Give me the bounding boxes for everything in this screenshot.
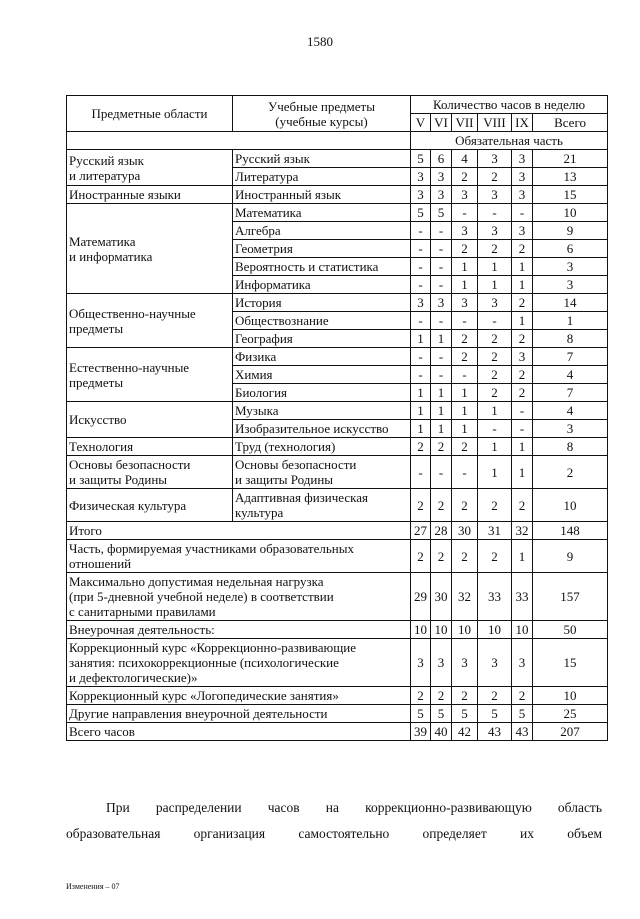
summary-row bbox=[67, 573, 608, 621]
summary-label bbox=[67, 573, 411, 621]
subject-name-line: и защиты Родины bbox=[235, 472, 334, 487]
subject-area: Иностранные языки bbox=[67, 186, 233, 204]
hours-value: 3 bbox=[452, 186, 478, 204]
hours-value: 1 bbox=[512, 438, 533, 456]
summary-label: Другие направления внеурочной деятельности bbox=[67, 705, 411, 723]
hours-value: - bbox=[512, 204, 533, 222]
subject-name: Иностранный язык bbox=[233, 186, 411, 204]
header-hours: Количество часов в неделю bbox=[411, 96, 608, 114]
header-grade: V bbox=[411, 114, 431, 132]
hours-value: - bbox=[452, 366, 478, 384]
hours-value: 2 bbox=[411, 489, 431, 522]
subject-area-line: Основы безопасности bbox=[69, 457, 191, 472]
hours-value: 2 bbox=[411, 438, 431, 456]
section-empty bbox=[67, 132, 411, 150]
summary-label: Внеурочная деятельность: bbox=[67, 621, 411, 639]
hours-total: 207 bbox=[533, 723, 608, 741]
subject-name: Химия bbox=[233, 366, 411, 384]
hours-value: - bbox=[431, 222, 452, 240]
table-row bbox=[67, 150, 608, 168]
hours-value: 10 bbox=[478, 621, 512, 639]
subject-name: Литература bbox=[233, 168, 411, 186]
hours-value: 3 bbox=[431, 186, 452, 204]
hours-total: 3 bbox=[533, 420, 608, 438]
hours-value: 3 bbox=[411, 168, 431, 186]
hours-value: 30 bbox=[431, 573, 452, 621]
summary-label-line: занятия: психокоррекционные (психологические bbox=[69, 655, 339, 670]
summary-row bbox=[67, 705, 608, 723]
hours-value: 1 bbox=[452, 276, 478, 294]
subject-area bbox=[67, 294, 233, 348]
table-row bbox=[67, 489, 608, 522]
hours-value: 1 bbox=[512, 456, 533, 489]
header-subject-line: (учебные курсы) bbox=[275, 113, 368, 129]
hours-value: 1 bbox=[431, 330, 452, 348]
hours-value: 1 bbox=[411, 420, 431, 438]
hours-value: 2 bbox=[452, 540, 478, 573]
hours-value: 2 bbox=[431, 438, 452, 456]
hours-value: - bbox=[478, 420, 512, 438]
table-row bbox=[67, 438, 608, 456]
hours-total: 3 bbox=[533, 258, 608, 276]
hours-value: 3 bbox=[512, 150, 533, 168]
header-subject bbox=[233, 96, 411, 132]
hours-value: 1 bbox=[512, 312, 533, 330]
hours-value: 3 bbox=[478, 222, 512, 240]
hours-value: 2 bbox=[512, 240, 533, 258]
hours-value: 1 bbox=[452, 258, 478, 276]
hours-value: 42 bbox=[452, 723, 478, 741]
table-row bbox=[67, 348, 608, 366]
hours-total: 4 bbox=[533, 402, 608, 420]
hours-value: - bbox=[512, 402, 533, 420]
summary-row bbox=[67, 687, 608, 705]
header-area: Предметные области bbox=[67, 96, 233, 132]
subject-area-line: и литература bbox=[69, 167, 141, 183]
hours-value: 2 bbox=[478, 489, 512, 522]
subject-area: Искусство bbox=[67, 402, 233, 438]
header-row bbox=[67, 96, 608, 114]
hours-value: 32 bbox=[512, 522, 533, 540]
hours-value: 30 bbox=[452, 522, 478, 540]
subject-area bbox=[67, 456, 233, 489]
hours-value: 5 bbox=[478, 705, 512, 723]
hours-value: 2 bbox=[478, 168, 512, 186]
hours-value: 1 bbox=[478, 276, 512, 294]
hours-total: 10 bbox=[533, 687, 608, 705]
hours-value: 1 bbox=[478, 438, 512, 456]
subject-area-line: и защиты Родины bbox=[69, 472, 168, 487]
hours-total: 1 bbox=[533, 312, 608, 330]
hours-value: 3 bbox=[431, 168, 452, 186]
hours-value: 3 bbox=[478, 639, 512, 687]
hours-value: 1 bbox=[452, 402, 478, 420]
hours-value: 2 bbox=[452, 168, 478, 186]
hours-total: 148 bbox=[533, 522, 608, 540]
hours-value: 2 bbox=[512, 489, 533, 522]
hours-value: 5 bbox=[431, 705, 452, 723]
hours-value: 2 bbox=[452, 489, 478, 522]
table-row bbox=[67, 294, 608, 312]
subject-name: Вероятность и статистика bbox=[233, 258, 411, 276]
subject-name-line: культура bbox=[235, 505, 284, 520]
hours-value: - bbox=[411, 222, 431, 240]
hours-total: 6 bbox=[533, 240, 608, 258]
hours-total: 9 bbox=[533, 222, 608, 240]
hours-value: 5 bbox=[411, 705, 431, 723]
hours-value: 3 bbox=[452, 294, 478, 312]
summary-label-line: Максимально допустимая недельная нагрузка bbox=[69, 574, 324, 589]
subject-name: Биология bbox=[233, 384, 411, 402]
header-grade: VIII bbox=[478, 114, 512, 132]
hours-value: 5 bbox=[512, 705, 533, 723]
hours-value: - bbox=[431, 366, 452, 384]
summary-label: Итого bbox=[67, 522, 411, 540]
subject-name: Алгебра bbox=[233, 222, 411, 240]
subject-name: Математика bbox=[233, 204, 411, 222]
subject-name: Физика bbox=[233, 348, 411, 366]
hours-value: - bbox=[431, 276, 452, 294]
hours-value: 29 bbox=[411, 573, 431, 621]
hours-value: - bbox=[411, 456, 431, 489]
summary-label: Всего часов bbox=[67, 723, 411, 741]
hours-value: - bbox=[431, 312, 452, 330]
hours-value: 2 bbox=[411, 540, 431, 573]
subject-name: География bbox=[233, 330, 411, 348]
subject-name bbox=[233, 456, 411, 489]
hours-value: 1 bbox=[478, 402, 512, 420]
hours-value: 1 bbox=[452, 384, 478, 402]
hours-value: - bbox=[411, 276, 431, 294]
hours-value: 3 bbox=[431, 639, 452, 687]
hours-value: 10 bbox=[512, 621, 533, 639]
hours-value: 3 bbox=[512, 348, 533, 366]
hours-value: 2 bbox=[478, 687, 512, 705]
hours-value: 2 bbox=[411, 687, 431, 705]
table-row bbox=[67, 402, 608, 420]
hours-value: 2 bbox=[478, 384, 512, 402]
hours-value: 1 bbox=[411, 330, 431, 348]
hours-total: 13 bbox=[533, 168, 608, 186]
section-row bbox=[67, 132, 608, 150]
table-row bbox=[67, 204, 608, 222]
summary-label bbox=[67, 540, 411, 573]
hours-value: - bbox=[452, 204, 478, 222]
hours-value: 10 bbox=[431, 621, 452, 639]
header-subject-line: Учебные предметы bbox=[268, 98, 375, 114]
hours-value: - bbox=[478, 204, 512, 222]
hours-value: - bbox=[478, 312, 512, 330]
hours-value: 1 bbox=[431, 384, 452, 402]
hours-value: 2 bbox=[452, 330, 478, 348]
summary-row bbox=[67, 621, 608, 639]
paragraph-line-1: При распределении часов на коррекционно-развивающую область bbox=[106, 800, 602, 815]
hours-value: 3 bbox=[512, 168, 533, 186]
hours-total: 21 bbox=[533, 150, 608, 168]
footer-note: Изменения – 07 bbox=[66, 882, 120, 891]
hours-total: 3 bbox=[533, 276, 608, 294]
section-mandatory: Обязательная часть bbox=[411, 132, 608, 150]
summary-row bbox=[67, 723, 608, 741]
hours-value: 3 bbox=[452, 639, 478, 687]
hours-value: 33 bbox=[478, 573, 512, 621]
hours-total: 15 bbox=[533, 186, 608, 204]
hours-value: 3 bbox=[478, 294, 512, 312]
subject-area bbox=[67, 150, 233, 186]
subject-area-line: Естественно-научные bbox=[69, 359, 190, 375]
hours-value: 5 bbox=[452, 705, 478, 723]
hours-total: 14 bbox=[533, 294, 608, 312]
hours-value: 3 bbox=[411, 294, 431, 312]
table-row bbox=[67, 456, 608, 489]
hours-value: 2 bbox=[478, 348, 512, 366]
hours-value: - bbox=[431, 258, 452, 276]
header-grade: Всего bbox=[533, 114, 608, 132]
hours-value: 2 bbox=[431, 687, 452, 705]
summary-label-line: Коррекционный курс «Коррекционно-развивающие bbox=[69, 640, 356, 655]
hours-total: 4 bbox=[533, 366, 608, 384]
hours-value: 2 bbox=[512, 330, 533, 348]
hours-total: 15 bbox=[533, 639, 608, 687]
hours-value: 5 bbox=[411, 150, 431, 168]
hours-value: 3 bbox=[512, 186, 533, 204]
subject-area: Физическая культура bbox=[67, 489, 233, 522]
summary-label: Коррекционный курс «Логопедические занятия» bbox=[67, 687, 411, 705]
hours-value: 1 bbox=[411, 384, 431, 402]
summary-label-line: с санитарными правилами bbox=[69, 604, 216, 619]
subject-name: Изобразительное искусство bbox=[233, 420, 411, 438]
hours-value: 6 bbox=[431, 150, 452, 168]
hours-total: 8 bbox=[533, 330, 608, 348]
hours-value: 1 bbox=[478, 456, 512, 489]
hours-value: 3 bbox=[478, 186, 512, 204]
subject-name: История bbox=[233, 294, 411, 312]
header-grade: VII bbox=[452, 114, 478, 132]
hours-value: 2 bbox=[512, 687, 533, 705]
subject-area-line: Общественно-научные bbox=[69, 305, 196, 321]
hours-value: 2 bbox=[512, 294, 533, 312]
hours-value: 2 bbox=[512, 384, 533, 402]
hours-value: 3 bbox=[478, 150, 512, 168]
hours-value: 43 bbox=[478, 723, 512, 741]
summary-row bbox=[67, 522, 608, 540]
hours-value: 1 bbox=[512, 258, 533, 276]
subject-name: Русский язык bbox=[233, 150, 411, 168]
hours-value: 39 bbox=[411, 723, 431, 741]
hours-value: 2 bbox=[478, 240, 512, 258]
summary-row bbox=[67, 540, 608, 573]
hours-value: - bbox=[452, 456, 478, 489]
subject-name: Геометрия bbox=[233, 240, 411, 258]
hours-value: - bbox=[411, 312, 431, 330]
hours-value: - bbox=[512, 420, 533, 438]
summary-label-line: (при 5-дневной учебной неделе) в соответствии bbox=[69, 589, 334, 604]
paragraph-line-2: образовательная организация самостоятельно определяет их объем bbox=[66, 826, 602, 841]
hours-value: - bbox=[411, 240, 431, 258]
hours-value: 2 bbox=[452, 240, 478, 258]
hours-value: 3 bbox=[452, 222, 478, 240]
hours-value: 1 bbox=[452, 420, 478, 438]
hours-value: 2 bbox=[512, 366, 533, 384]
hours-value: 2 bbox=[452, 438, 478, 456]
hours-total: 157 bbox=[533, 573, 608, 621]
hours-value: 27 bbox=[411, 522, 431, 540]
hours-value: 1 bbox=[431, 420, 452, 438]
subject-area: Технология bbox=[67, 438, 233, 456]
hours-value: 2 bbox=[478, 330, 512, 348]
hours-value: 2 bbox=[452, 348, 478, 366]
hours-total: 10 bbox=[533, 204, 608, 222]
hours-value: 3 bbox=[411, 639, 431, 687]
hours-value: 1 bbox=[512, 540, 533, 573]
hours-value: 2 bbox=[431, 489, 452, 522]
hours-value: 2 bbox=[431, 540, 452, 573]
summary-label-line: и дефектологические)» bbox=[69, 670, 198, 685]
hours-value: - bbox=[411, 348, 431, 366]
hours-value: 1 bbox=[431, 402, 452, 420]
table-row bbox=[67, 186, 608, 204]
subject-name-line: Основы безопасности bbox=[235, 457, 357, 472]
hours-value: 5 bbox=[411, 204, 431, 222]
hours-value: 1 bbox=[411, 402, 431, 420]
hours-value: 40 bbox=[431, 723, 452, 741]
subject-area-line: Русский язык bbox=[69, 152, 144, 168]
subject-area bbox=[67, 204, 233, 294]
hours-total: 10 bbox=[533, 489, 608, 522]
subject-name: Информатика bbox=[233, 276, 411, 294]
hours-value: - bbox=[431, 348, 452, 366]
hours-total: 7 bbox=[533, 384, 608, 402]
hours-value: - bbox=[431, 456, 452, 489]
hours-value: 3 bbox=[512, 222, 533, 240]
hours-value: - bbox=[411, 366, 431, 384]
summary-label-line: Часть, формируемая участниками образовательных bbox=[69, 541, 354, 556]
hours-value: 2 bbox=[478, 366, 512, 384]
subject-name: Музыка bbox=[233, 402, 411, 420]
hours-value: 2 bbox=[452, 687, 478, 705]
hours-value: 32 bbox=[452, 573, 478, 621]
subject-area-line: предметы bbox=[69, 320, 124, 336]
hours-total: 25 bbox=[533, 705, 608, 723]
subject-name-line: Адаптивная физическая bbox=[235, 490, 369, 505]
hours-value: 3 bbox=[431, 294, 452, 312]
hours-value: 10 bbox=[452, 621, 478, 639]
hours-value: 3 bbox=[512, 639, 533, 687]
hours-value: 4 bbox=[452, 150, 478, 168]
hours-value: 5 bbox=[431, 204, 452, 222]
summary-row bbox=[67, 639, 608, 687]
subject-name bbox=[233, 489, 411, 522]
header-grade: VI bbox=[431, 114, 452, 132]
hours-value: - bbox=[431, 240, 452, 258]
hours-value: 28 bbox=[431, 522, 452, 540]
hours-total: 2 bbox=[533, 456, 608, 489]
hours-total: 9 bbox=[533, 540, 608, 573]
hours-value: 10 bbox=[411, 621, 431, 639]
hours-value: - bbox=[452, 312, 478, 330]
subject-area-line: Математика bbox=[69, 233, 136, 249]
summary-label bbox=[67, 639, 411, 687]
hours-value: 3 bbox=[411, 186, 431, 204]
subject-name: Труд (технология) bbox=[233, 438, 411, 456]
subject-area bbox=[67, 348, 233, 402]
subject-area-line: предметы bbox=[69, 374, 124, 390]
page-number: 1580 bbox=[307, 34, 333, 49]
hours-total: 8 bbox=[533, 438, 608, 456]
hours-total: 7 bbox=[533, 348, 608, 366]
hours-value: 2 bbox=[478, 540, 512, 573]
hours-value: 1 bbox=[512, 276, 533, 294]
subject-area-line: и информатика bbox=[69, 248, 153, 264]
hours-value: 43 bbox=[512, 723, 533, 741]
hours-total: 50 bbox=[533, 621, 608, 639]
hours-value: 31 bbox=[478, 522, 512, 540]
summary-label-line: отношений bbox=[69, 556, 132, 571]
hours-value: - bbox=[411, 258, 431, 276]
subject-name: Обществознание bbox=[233, 312, 411, 330]
curriculum-table bbox=[66, 95, 608, 741]
header-grade: IX bbox=[512, 114, 533, 132]
hours-value: 33 bbox=[512, 573, 533, 621]
hours-value: 1 bbox=[478, 258, 512, 276]
